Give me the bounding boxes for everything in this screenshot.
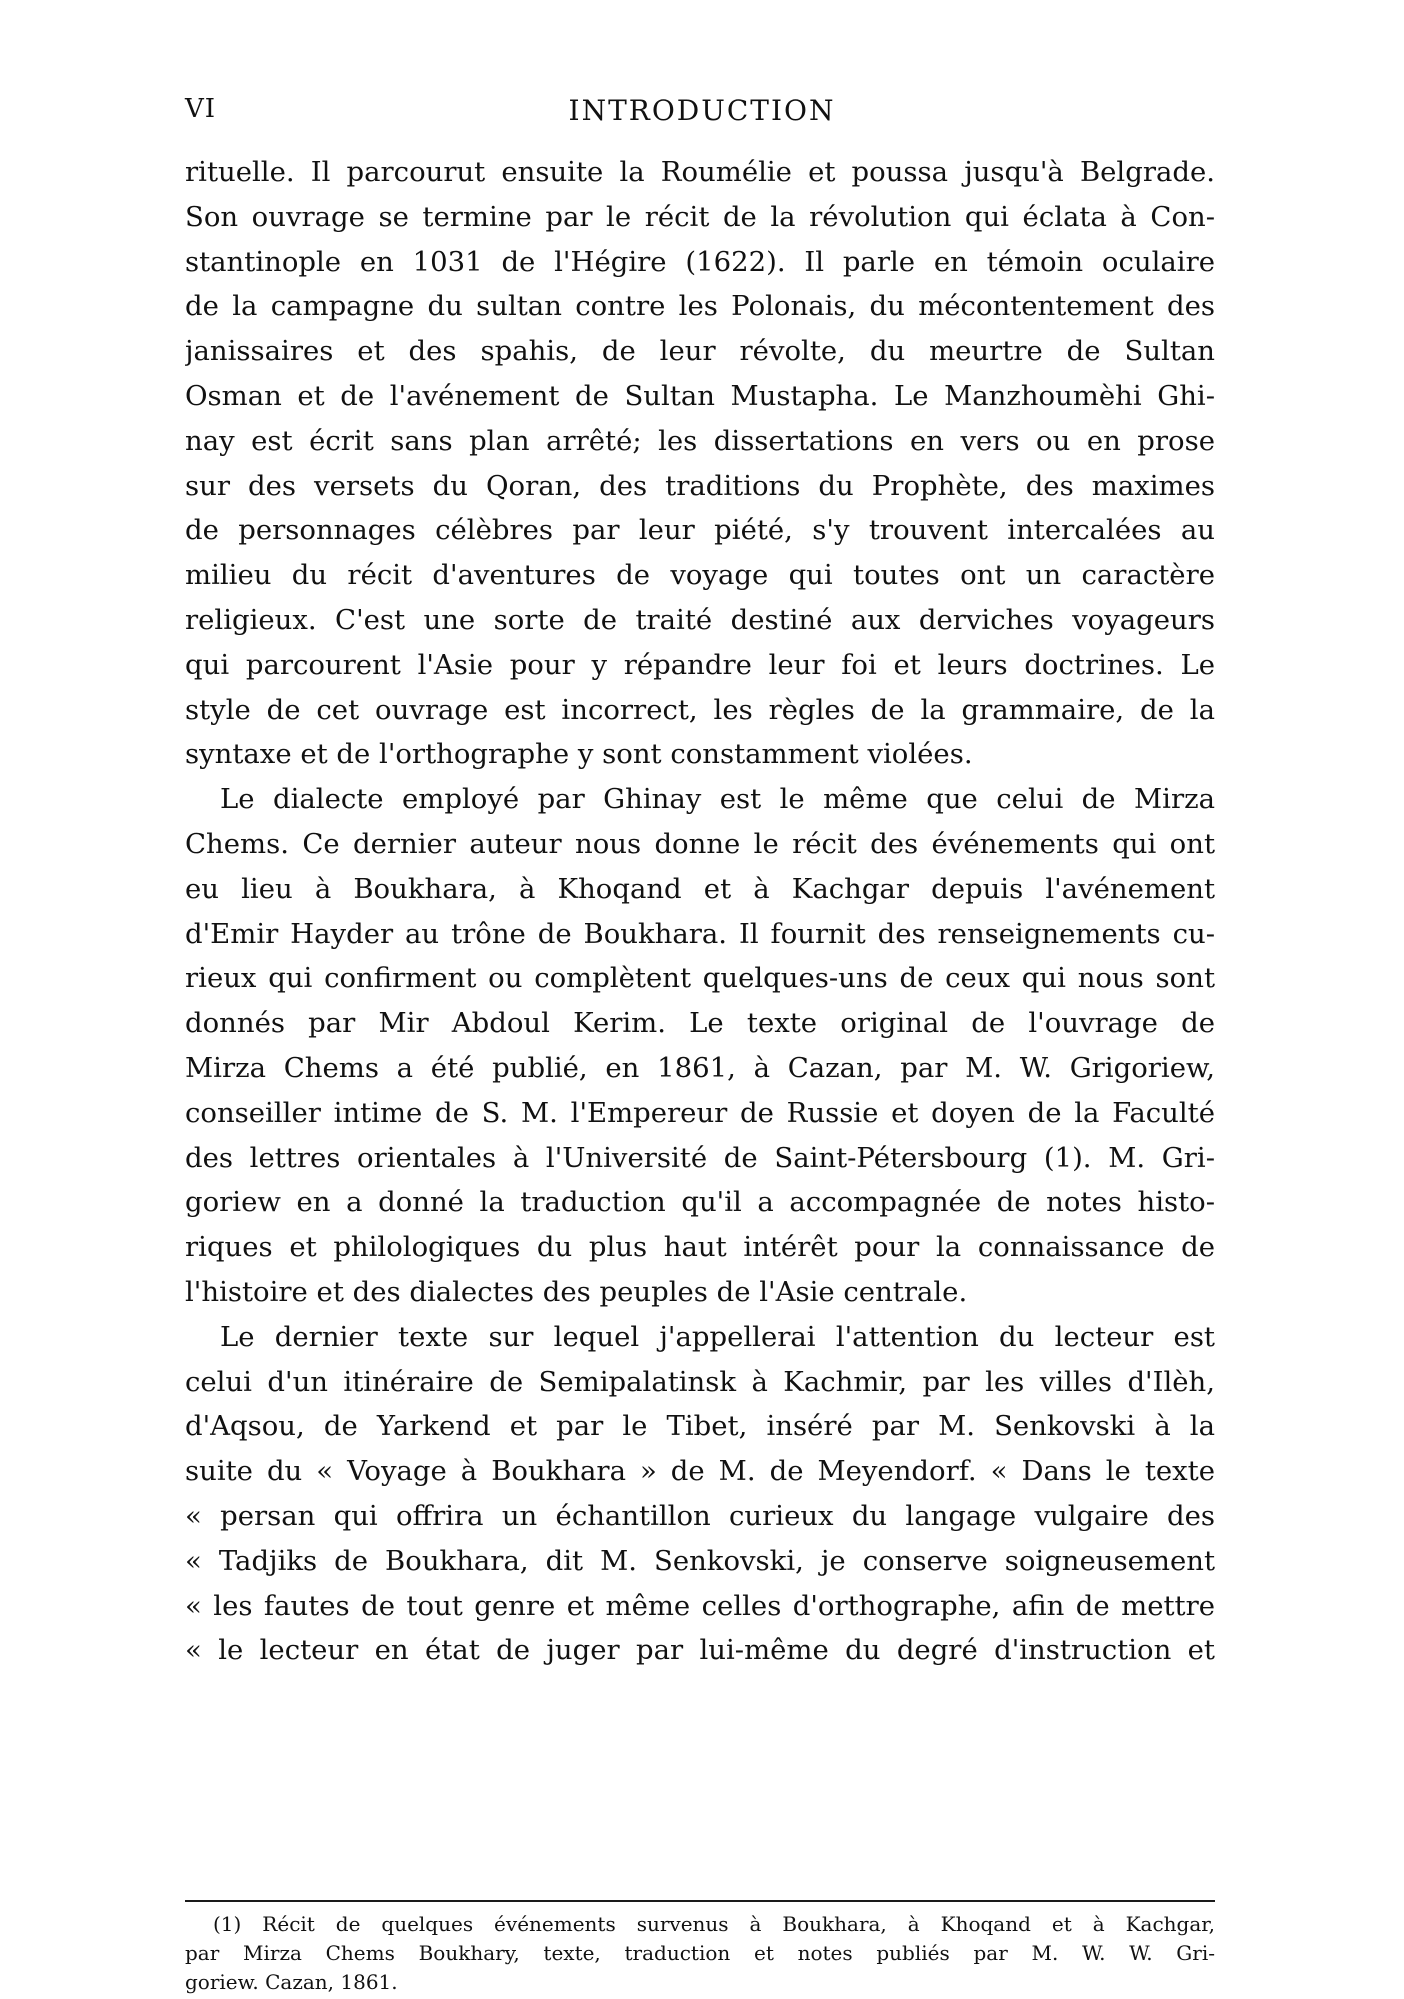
text-line: « persan qui offrira un échantillon curieux du langage vulgaire des: [185, 1499, 1215, 1532]
text-line: qui parcourent l'Asie pour y répandre leur foi et leurs doctrines. Le: [185, 648, 1215, 681]
text-line: syntaxe et de l'orthographe y sont constamment violées.: [185, 738, 973, 771]
text-line: eu lieu à Boukhara, à Khoqand et à Kachgar depuis l'avénement: [185, 872, 1215, 905]
paragraph-1: [185, 150, 1215, 777]
text-line: de personnages célèbres par leur piété, s'y trouvent intercalées au: [185, 514, 1215, 547]
text-line: milieu du récit d'aventures de voyage qui toutes ont un caractère: [185, 559, 1215, 592]
text-line: religieux. C'est une sorte de traité destiné aux derviches voyageurs: [185, 603, 1215, 636]
footnote-divider: [185, 1900, 1215, 1902]
text-line: goriew en a donné la traduction qu'il a accompagnée de notes histo-: [185, 1186, 1215, 1219]
text-line: conseiller intime de S. M. l'Empereur de Russie et doyen de la Faculté: [185, 1096, 1215, 1129]
text-line: « les fautes de tout genre et même celles d'orthographe, afin de mettre: [185, 1589, 1215, 1622]
text-line: suite du « Voyage à Boukhara » de M. de Meyendorf. « Dans le texte: [185, 1455, 1215, 1488]
text-line: sur des versets du Qoran, des traditions du Prophète, des maximes: [185, 469, 1215, 502]
running-title: INTRODUCTION: [568, 94, 836, 127]
text-line: Le dernier texte sur lequel j'appellerai l'attention du lecteur est: [220, 1320, 1215, 1353]
body-text: [185, 150, 1215, 1673]
text-line: riques et philologiques du plus haut intérêt pour la connaissance de: [185, 1231, 1215, 1264]
footnote-line: (1) Récit de quelques événements survenus à Boukhara, à Khoqand et à Kachgar,: [213, 1912, 1215, 1936]
text-line: donnés par Mir Abdoul Kerim. Le texte original de l'ouvrage de: [185, 1007, 1215, 1040]
text-line: stantinople en 1031 de l'Hégire (1622). Il parle en témoin oculaire: [185, 245, 1215, 278]
paragraph-3: [185, 1315, 1215, 1673]
text-line: « le lecteur en état de juger par lui-même du degré d'instruction et: [185, 1634, 1215, 1667]
text-line: de la campagne du sultan contre les Polonais, du mécontentement des: [185, 290, 1215, 323]
text-line: l'histoire et des dialectes des peuples de l'Asie centrale.: [185, 1275, 968, 1308]
text-line: nay est écrit sans plan arrêté; les dissertations en vers ou en prose: [185, 424, 1215, 457]
text-line: celui d'un itinéraire de Semipalatinsk à Kachmir, par les villes d'Ilèh,: [185, 1365, 1215, 1398]
text-line: Mirza Chems a été publié, en 1861, à Cazan, par M. W. Grigoriew,: [185, 1051, 1215, 1084]
text-line: Le dialecte employé par Ghinay est le même que celui de Mirza: [220, 783, 1215, 816]
text-line: janissaires et des spahis, de leur révolte, du meurtre de Sultan: [185, 335, 1215, 368]
text-line: Son ouvrage se termine par le récit de la révolution qui éclata à Con-: [185, 200, 1215, 233]
footnote-line: goriew. Cazan, 1861.: [185, 1970, 398, 1994]
footnote-line: par Mirza Chems Boukhary, texte, traduction et notes publiés par M. W. W. Gri-: [185, 1941, 1215, 1965]
text-line: Osman et de l'avénement de Sultan Mustapha. Le Manzhoumèhi Ghi-: [185, 379, 1215, 412]
text-line: d'Emir Hayder au trône de Boukhara. Il fournit des renseignements cu-: [185, 917, 1215, 950]
text-line: Chems. Ce dernier auteur nous donne le récit des événements qui ont: [185, 827, 1215, 860]
text-line: style de cet ouvrage est incorrect, les règles de la grammaire, de la: [185, 693, 1215, 726]
footnote: [185, 1910, 1215, 1997]
page-number: VI: [185, 94, 217, 124]
text-line: « Tadjiks de Boukhara, dit M. Senkovski, je conserve soigneusement: [185, 1544, 1215, 1577]
text-line: rieux qui confirment ou complètent quelques-uns de ceux qui nous sont: [185, 962, 1215, 995]
text-line: d'Aqsou, de Yarkend et par le Tibet, inséré par M. Senkovski à la: [185, 1410, 1215, 1443]
text-line: rituelle. Il parcourut ensuite la Roumélie et poussa jusqu'à Belgrade.: [185, 156, 1215, 188]
text-line: des lettres orientales à l'Université de Saint-Pétersbourg (1). M. Gri-: [185, 1141, 1215, 1174]
paragraph-2: [185, 777, 1215, 1315]
